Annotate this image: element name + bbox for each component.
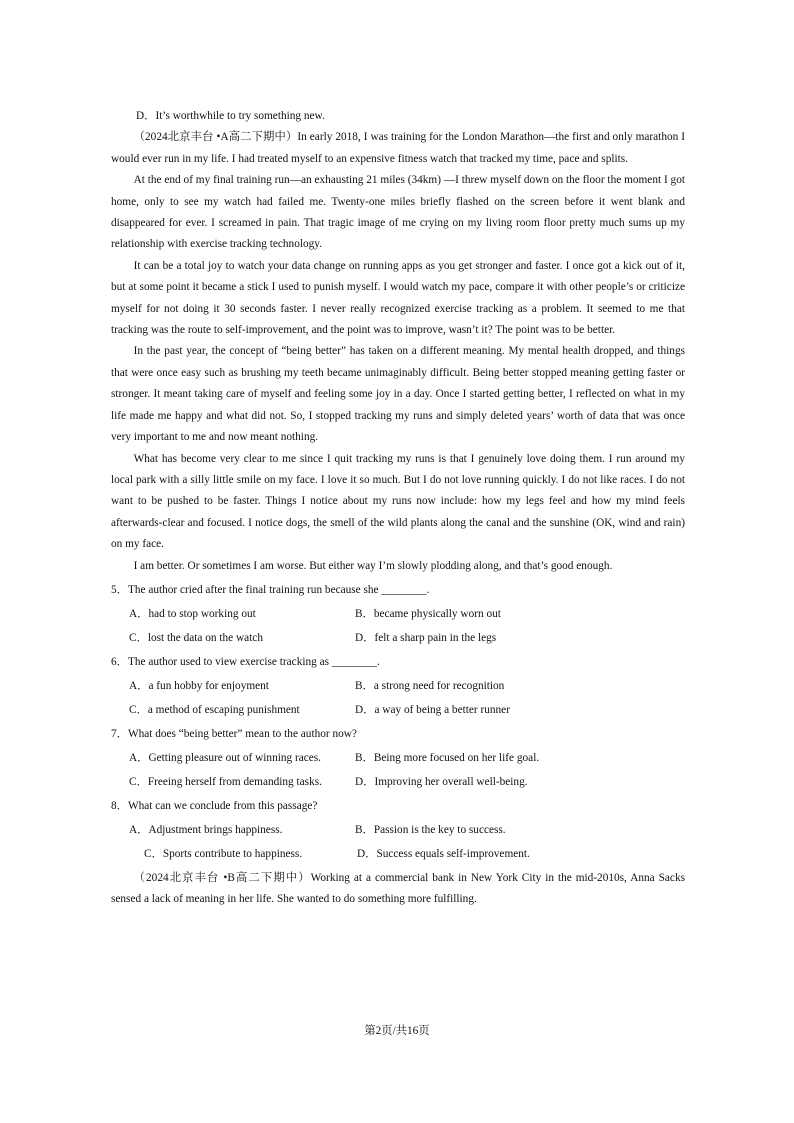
options-row	[129, 772, 685, 793]
passage-a-paragraph-3: It can be a total joy to watch your data change on running apps as you get stronger and faster. I once got a kick out of it, but at some point it became a stick I used to punish myself. I would watch my pace, compare it with other people’s or criticize myself for not doing it 30 seconds faster. I never really recognized exercise tracking as a problem. It seemed to me that tracking was the route to self-improvement, and the point was to improve, wasn’t it? The point was to be better.	[111, 259, 685, 337]
passage-a-paragraph-2: At the end of my final training run—an exhausting 21 miles (34km) —I threw myself down on the floor the moment I got home, only to see my watch had failed me. Twenty-one miles briefly flashed on the screen before it went blank and disappeared for ever. I screamed in pain. That tragic image of me crying on my living room floor pretty much sums up my relationship with exercise tracking technology.	[111, 174, 685, 251]
question-7	[111, 724, 685, 793]
options-row	[129, 700, 685, 721]
question-6	[111, 652, 685, 721]
page-number-footer: 第2页/共16页	[364, 1025, 430, 1037]
question-stem: 8．What can we conclude from this passage?	[111, 799, 318, 812]
passage-a-paragraph-5: What has become very clear to me since I quit tracking my runs is that I genuinely love doing them. I run around my local park with a silly little smile on my face. I love it so much. But I do not love running quickly. I do not like races. I do not want to be pushed to be faster. Things I notice about my runs now include: how my legs feel and how my mind feels afterwards-clear and focused. I notice dogs, the smell of the wild plants along the canal and the sunshine (OK, wind and rain) on my face.	[111, 452, 685, 551]
options-row	[129, 604, 685, 625]
option-d: D．felt a sharp pain in the legs	[355, 631, 497, 644]
option-c: C．a method of escaping punishment	[129, 703, 300, 716]
option-d: D．a way of being a better runner	[355, 703, 510, 716]
passage-a-paragraph-4: In the past year, the concept of “being better” has taken on a different meaning. My mental health dropped, and things that were once easy such as brushing my teeth became unimaginably difficult. Being better stopped meaning getting faster or stronger. It meant taking care of myself and feeling some joy in a day. Once I started getting better, I reflected on what in my life made me happy and what did not. So, I stopped tracking my runs and simply deleted years’ worth of data that was once very important to me and now meant nothing.	[111, 345, 685, 444]
option-a: A．Getting pleasure out of winning races.	[129, 751, 321, 764]
question-5	[111, 580, 685, 649]
options-row	[144, 844, 685, 865]
option-a: A．Adjustment brings happiness.	[129, 823, 283, 836]
option-d: D．Improving her overall well-being.	[355, 775, 528, 788]
option-b: B．Being more focused on her life goal.	[355, 751, 540, 764]
question-8	[111, 796, 685, 865]
passage-b-intro: （2024北京丰台 •B高二下期中）Working at a commercial bank in New York City in the mid-2010s, Anna Sacks sensed a lack of meaning in her life. She wanted to do something more fulfilling.	[111, 871, 685, 905]
passage-b	[111, 868, 685, 911]
passage-a	[111, 127, 685, 577]
previous-question-option-d: D．It’s worthwhile to try something new.	[136, 110, 325, 122]
options-row	[129, 820, 685, 841]
passage-a-paragraph-1: （2024北京丰台 •A高二下期中）In early 2018, I was training for the London Marathon—the first and only marathon I would ever run in my life. I had treated myself to an expensive fitness watch that tracked my time, pace and splits.	[111, 131, 685, 165]
option-c: C．Freeing herself from demanding tasks.	[129, 775, 322, 788]
option-a: A．had to stop working out	[129, 607, 256, 620]
option-c: C．lost the data on the watch	[129, 631, 263, 644]
passage-a-paragraph-6: I am better. Or sometimes I am worse. But either way I’m slowly plodding along, and that’s good enough.	[133, 559, 613, 572]
question-stem: 6．The author used to view exercise tracking as ________.	[111, 655, 380, 668]
option-b: B．a strong need for recognition	[355, 679, 505, 692]
option-d: D．Success equals self-improvement.	[357, 847, 530, 860]
question-stem: 5．The author cried after the final training run because she ________.	[111, 583, 430, 596]
option-c: C．Sports contribute to happiness.	[144, 847, 303, 860]
option-b: B．became physically worn out	[355, 607, 501, 620]
question-stem: 7．What does “being better” mean to the author now?	[111, 727, 357, 740]
page-content	[111, 106, 685, 910]
option-b: B．Passion is the key to success.	[355, 823, 506, 836]
options-row	[129, 748, 685, 769]
options-row	[129, 676, 685, 697]
option-a: A．a fun hobby for enjoyment	[129, 679, 269, 692]
options-row	[129, 628, 685, 649]
